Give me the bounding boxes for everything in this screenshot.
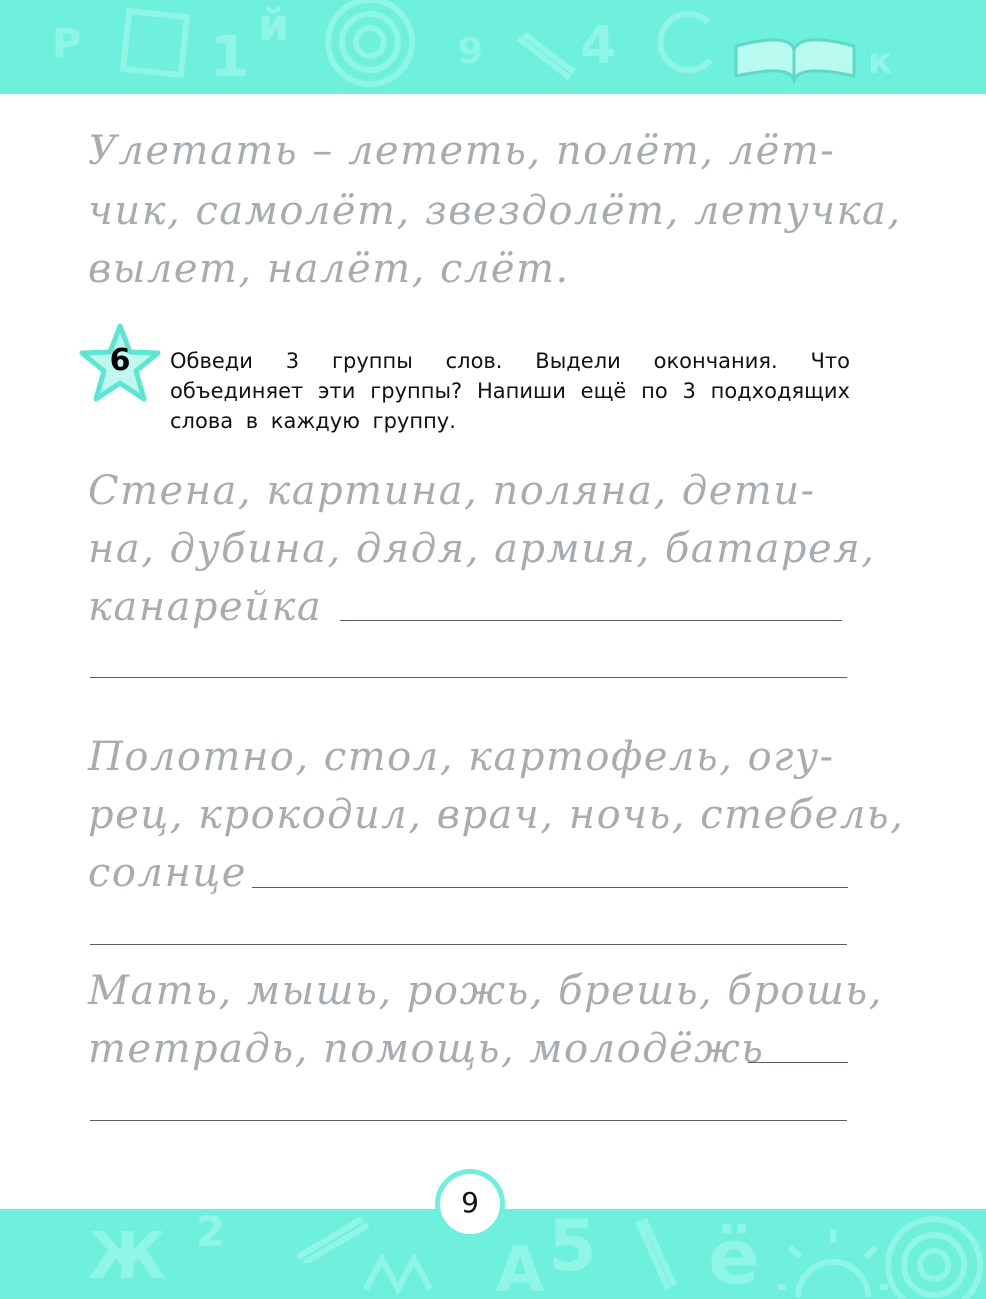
- pencil-icon: [290, 1213, 370, 1263]
- group-2-line-1: Полотно, стол, картофель, огу-: [88, 734, 835, 780]
- decor-digit: 2: [196, 1209, 226, 1256]
- target-circles-icon: [880, 1215, 986, 1299]
- decor-digit: 4: [580, 16, 617, 76]
- decor-letter: Ж: [88, 1220, 167, 1294]
- intro-line-1: Улетать – лететь, полёт, лёт-: [88, 128, 836, 174]
- header-band: [0, 0, 986, 94]
- answer-line[interactable]: [340, 620, 842, 621]
- intro-line-3: вылет, налёт, слёт.: [88, 246, 570, 292]
- group-2-line-3: солнце: [88, 850, 247, 896]
- answer-line[interactable]: [252, 887, 848, 888]
- page-number: 9: [461, 1186, 479, 1219]
- task-instruction: Обведи 3 группы слов. Выдели окончания. Что объединяет эти группы? Напиши ещё по 3 подходящих слова в каждую группу.: [170, 349, 850, 433]
- answer-line[interactable]: [748, 1062, 848, 1063]
- answer-line[interactable]: [90, 1120, 847, 1121]
- zigzag-icon: [360, 1249, 450, 1297]
- intro-line-2: чик, самолёт, звездолёт, летучка,: [88, 188, 902, 234]
- pencil-icon: [510, 30, 580, 90]
- decor-letter: Р: [52, 21, 82, 67]
- decor-letter: й: [258, 0, 289, 51]
- book-icon: [730, 26, 860, 84]
- answer-line[interactable]: [90, 944, 847, 945]
- group-1-line-1: Стена, картина, поляна, дети-: [88, 468, 816, 514]
- decor-digit: 5: [548, 1209, 597, 1287]
- decor-letter: А: [496, 1233, 544, 1299]
- decor-letter: ё: [708, 1212, 760, 1299]
- answer-line[interactable]: [90, 677, 847, 678]
- group-2-line-2: рец, крокодил, врач, ночь, стебель,: [88, 792, 905, 838]
- group-1-line-3: канарейка: [88, 584, 323, 630]
- square-icon: [118, 6, 194, 82]
- target-circles-icon: [315, 0, 425, 94]
- swirl-icon: [648, 2, 728, 82]
- decor-digit: 1: [210, 25, 249, 90]
- task-number: 6: [109, 343, 131, 378]
- group-3-line-2: тетрадь, помощь, молодёжь: [88, 1026, 765, 1072]
- group-3-line-1: Мать, мышь, рожь, брешь, брошь,: [88, 968, 883, 1014]
- pencil-icon: [628, 1215, 678, 1295]
- decor-digit: 9: [458, 31, 484, 72]
- group-1-line-2: на, дубина, дядя, армия, батарея,: [88, 526, 876, 572]
- sun-icon: [778, 1229, 888, 1299]
- decor-letter: к: [868, 41, 893, 82]
